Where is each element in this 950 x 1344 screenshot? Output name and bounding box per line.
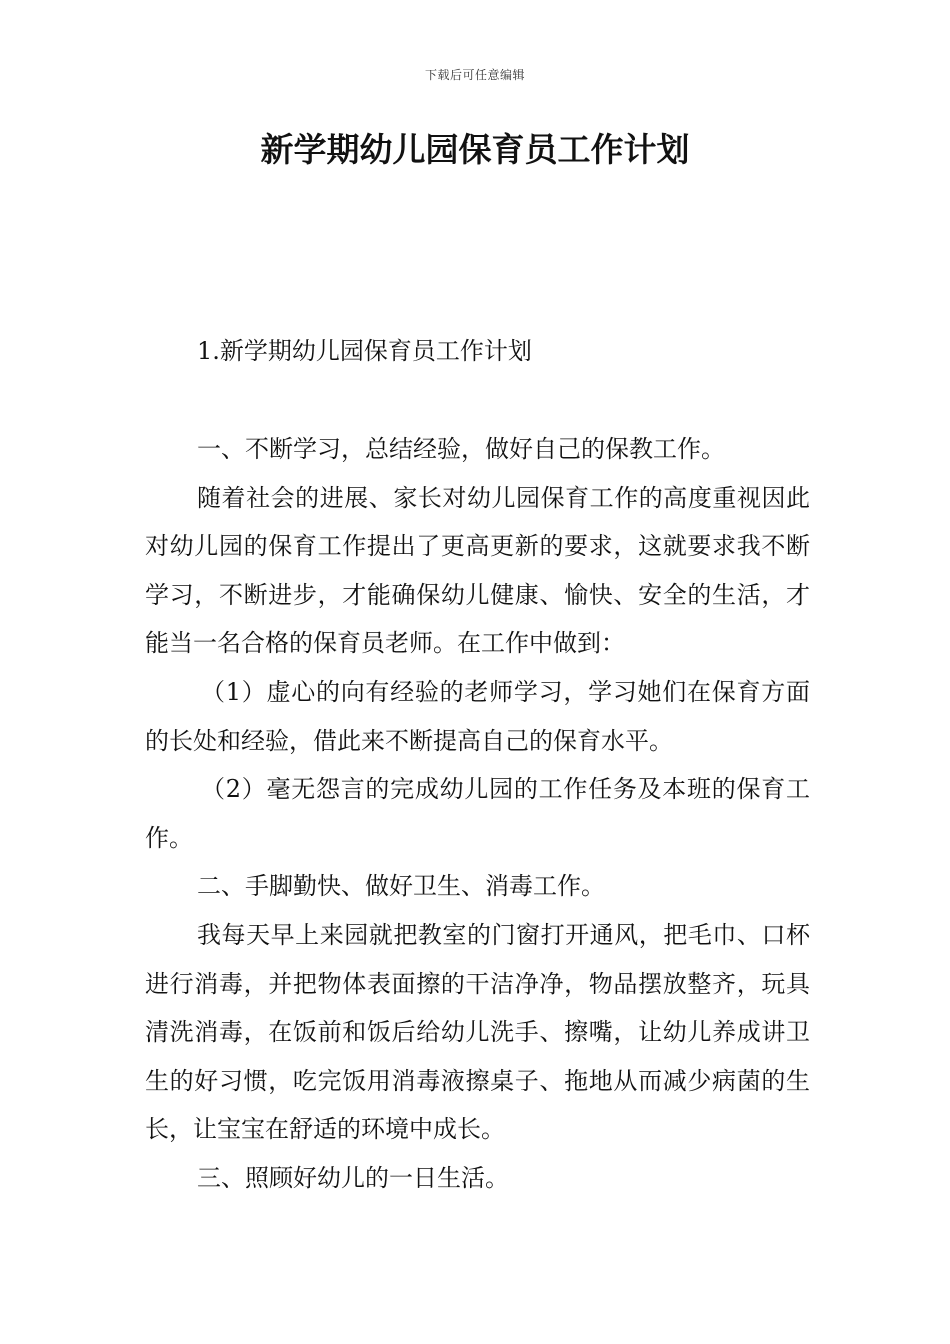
- list-item-2: （2）毫无怨言的完成幼儿园的工作任务及本班的保育工作。: [145, 775, 810, 852]
- header-note: 下载后可任意编辑: [424, 68, 525, 82]
- document-title: 新学期幼儿园保育员工作计划: [260, 130, 690, 169]
- document-body: [145, 327, 810, 376]
- list-item-1: （1）虚心的向有经验的老师学习，学习她们在保育方面的长处和经验，借此来不断提高自己的保育水平。: [145, 677, 810, 755]
- heading-1: 一、不断学习，总结经验，做好自己的保教工作。: [197, 435, 725, 463]
- document-content: [145, 425, 810, 1203]
- paragraph-1: 随着社会的进展、家长对幼儿园保育工作的高度重视因此对幼儿园的保育工作提出了更高更新的要求，这就要求我不断学习，不断进步，才能确保幼儿健康、愉快、安全的生活，才能当一名合格的保育员老师。在工作中做到：: [145, 483, 810, 658]
- section-subtitle: 1.新学期幼儿园保育员工作计划: [197, 337, 532, 365]
- heading-3: 三、照顾好幼儿的一日生活。: [197, 1163, 509, 1192]
- heading-2: 二、手脚勤快、做好卫生、消毒工作。: [197, 872, 605, 901]
- paragraph-2: 我每天早上来园就把教室的门窗打开通风，把毛巾、口杯进行消毒，并把物体表面擦的干洁净净，物品摆放整齐，玩具清洗消毒，在饭前和饭后给幼儿洗手、擦嘴，让幼儿养成讲卫生的好习惯，吃完饭用消毒液擦桌子、拖地从而减少病菌的生长，让宝宝在舒适的环境中成长。: [145, 920, 810, 1144]
